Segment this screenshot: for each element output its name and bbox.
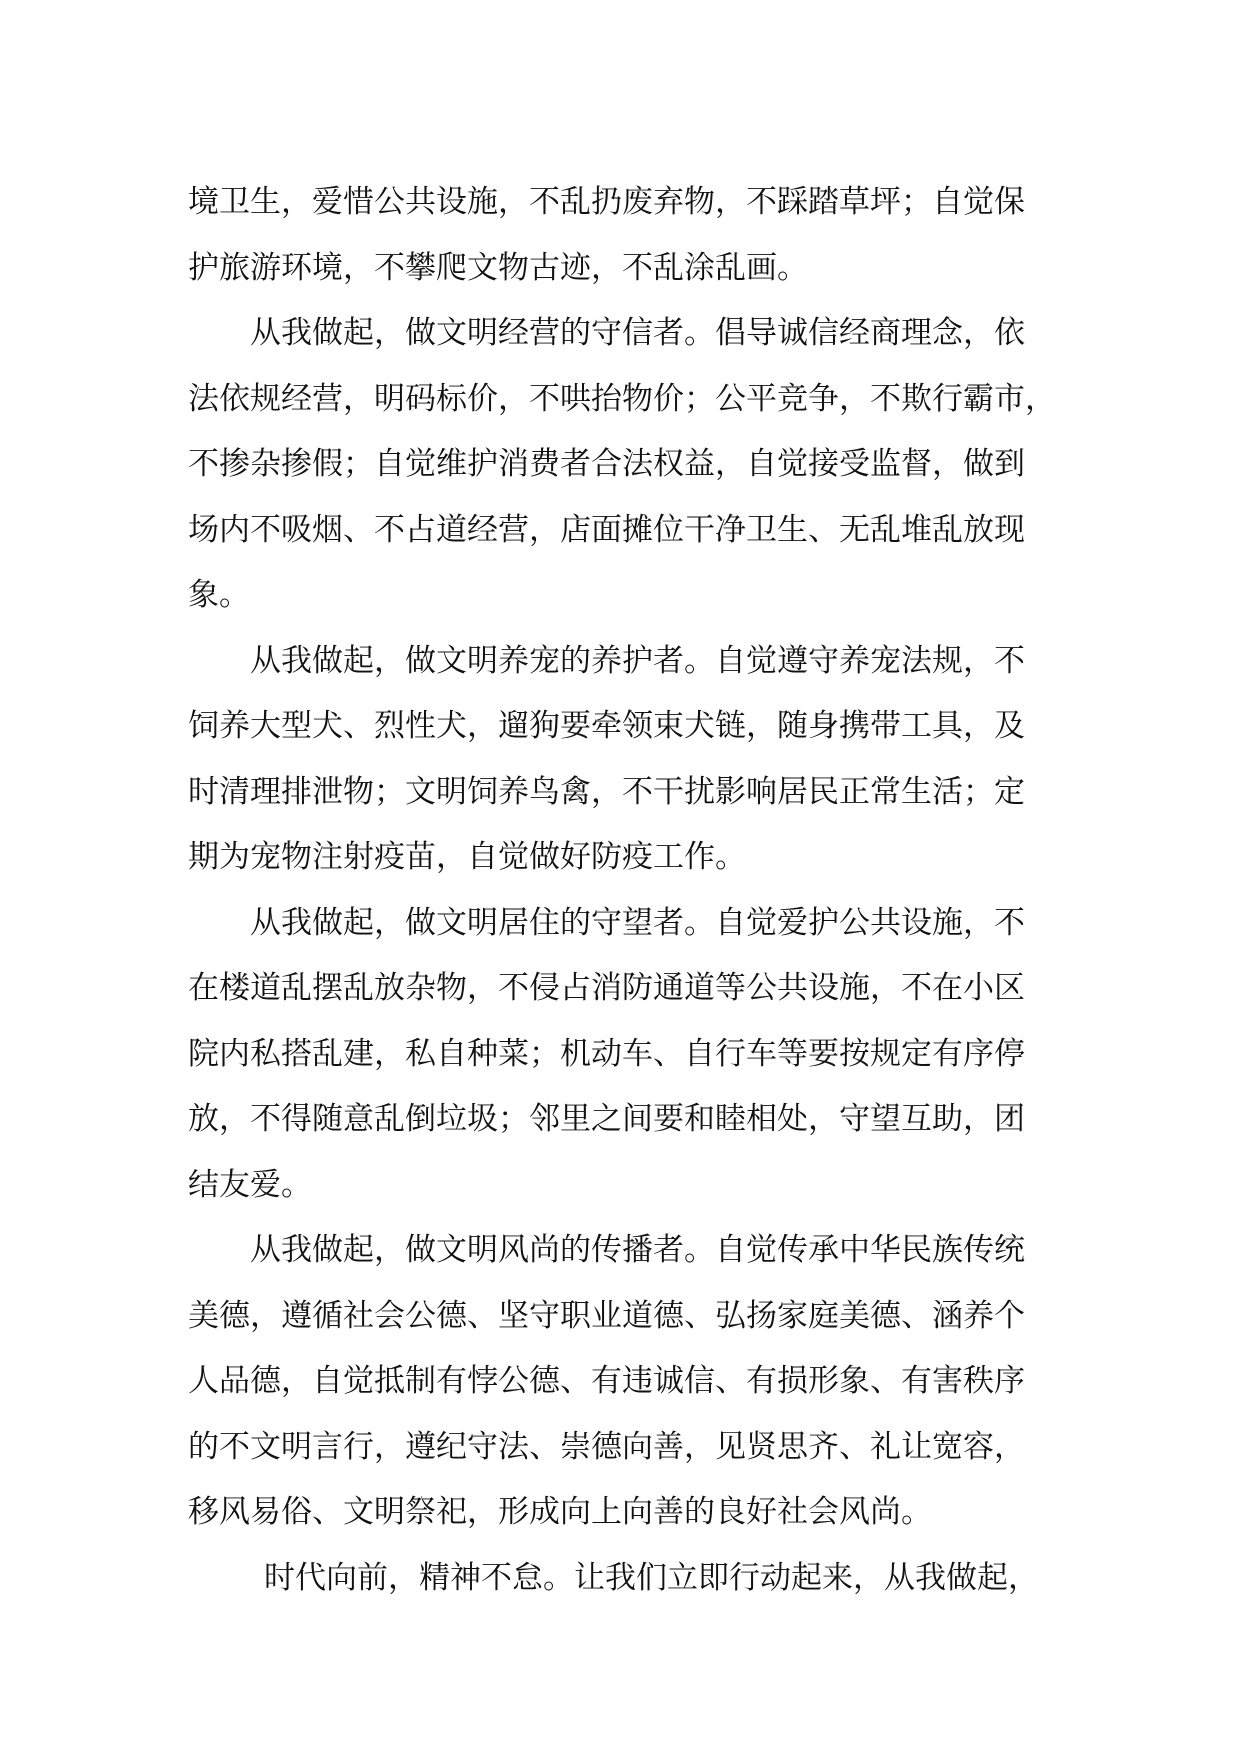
text-line: 饲养大型犬、烈性犬，遛狗要牵领束犬链，随身携带工具，及 (188, 708, 1025, 744)
paragraph-start-line: 从我做起，做文明风尚的传播者。自觉传承中华民族传统 (250, 1232, 1025, 1268)
text-line: 移风易俗、文明祭祀，形成向上向善的良好社会风尚。 (188, 1494, 932, 1530)
text-line: 不掺杂掺假；自觉维护消费者合法权益，自觉接受监督，做到 (188, 446, 1025, 482)
text-line: 期为宠物注射疫苗，自觉做好防疫工作。 (188, 839, 746, 875)
text-line: 结友爱。 (188, 1166, 312, 1203)
document-body (188, 170, 1068, 1611)
text-line: 象。 (188, 577, 250, 613)
paragraph-start-line: 时代向前，精神不怠。让我们立即行动起来，从我做起， (264, 1559, 1039, 1596)
text-line: 的不文明言行，遵纪守法、崇德向善，见贤思齐、礼让宽容， (188, 1428, 1025, 1465)
text-line: 时清理排泄物；文明饲养鸟禽，不干扰影响居民正常生活；定 (188, 773, 1025, 810)
text-line: 场内不吸烟、不占道经营，店面摊位干净卫生、无乱堆乱放现 (188, 511, 1025, 548)
text-line: 人品德，自觉抵制有悖公德、有违诚信、有损形象、有害秩序 (188, 1363, 1025, 1399)
text-line: 在楼道乱摆乱放杂物，不侵占消防通道等公共设施，不在小区 (188, 970, 1025, 1006)
paragraph-start-line: 从我做起，做文明居住的守望者。自觉爱护公共设施，不 (250, 904, 1025, 941)
text-line: 美德，遵循社会公德、坚守职业道德、弘扬家庭美德、涵养个 (188, 1297, 1025, 1334)
paragraph-start-line: 从我做起，做文明养宠的养护者。自觉遵守养宠法规，不 (250, 642, 1025, 679)
text-line: 法依规经营，明码标价，不哄抬物价；公平竞争，不欺行霸市， (188, 380, 1056, 417)
paragraph-start-line: 从我做起，做文明经营的守信者。倡导诚信经商理念，依 (250, 315, 1025, 351)
text-line: 放，不得随意乱倒垃圾；邻里之间要和睦相处，守望互助，团 (188, 1101, 1025, 1137)
text-line: 护旅游环境，不攀爬文物古迹，不乱涂乱画。 (188, 249, 808, 286)
text-line: 院内私搭乱建，私自种菜；机动车、自行车等要按规定有序停 (188, 1035, 1025, 1072)
text-line: 境卫生，爱惜公共设施，不乱扔废弃物，不踩踏草坪；自觉保 (188, 184, 1025, 220)
